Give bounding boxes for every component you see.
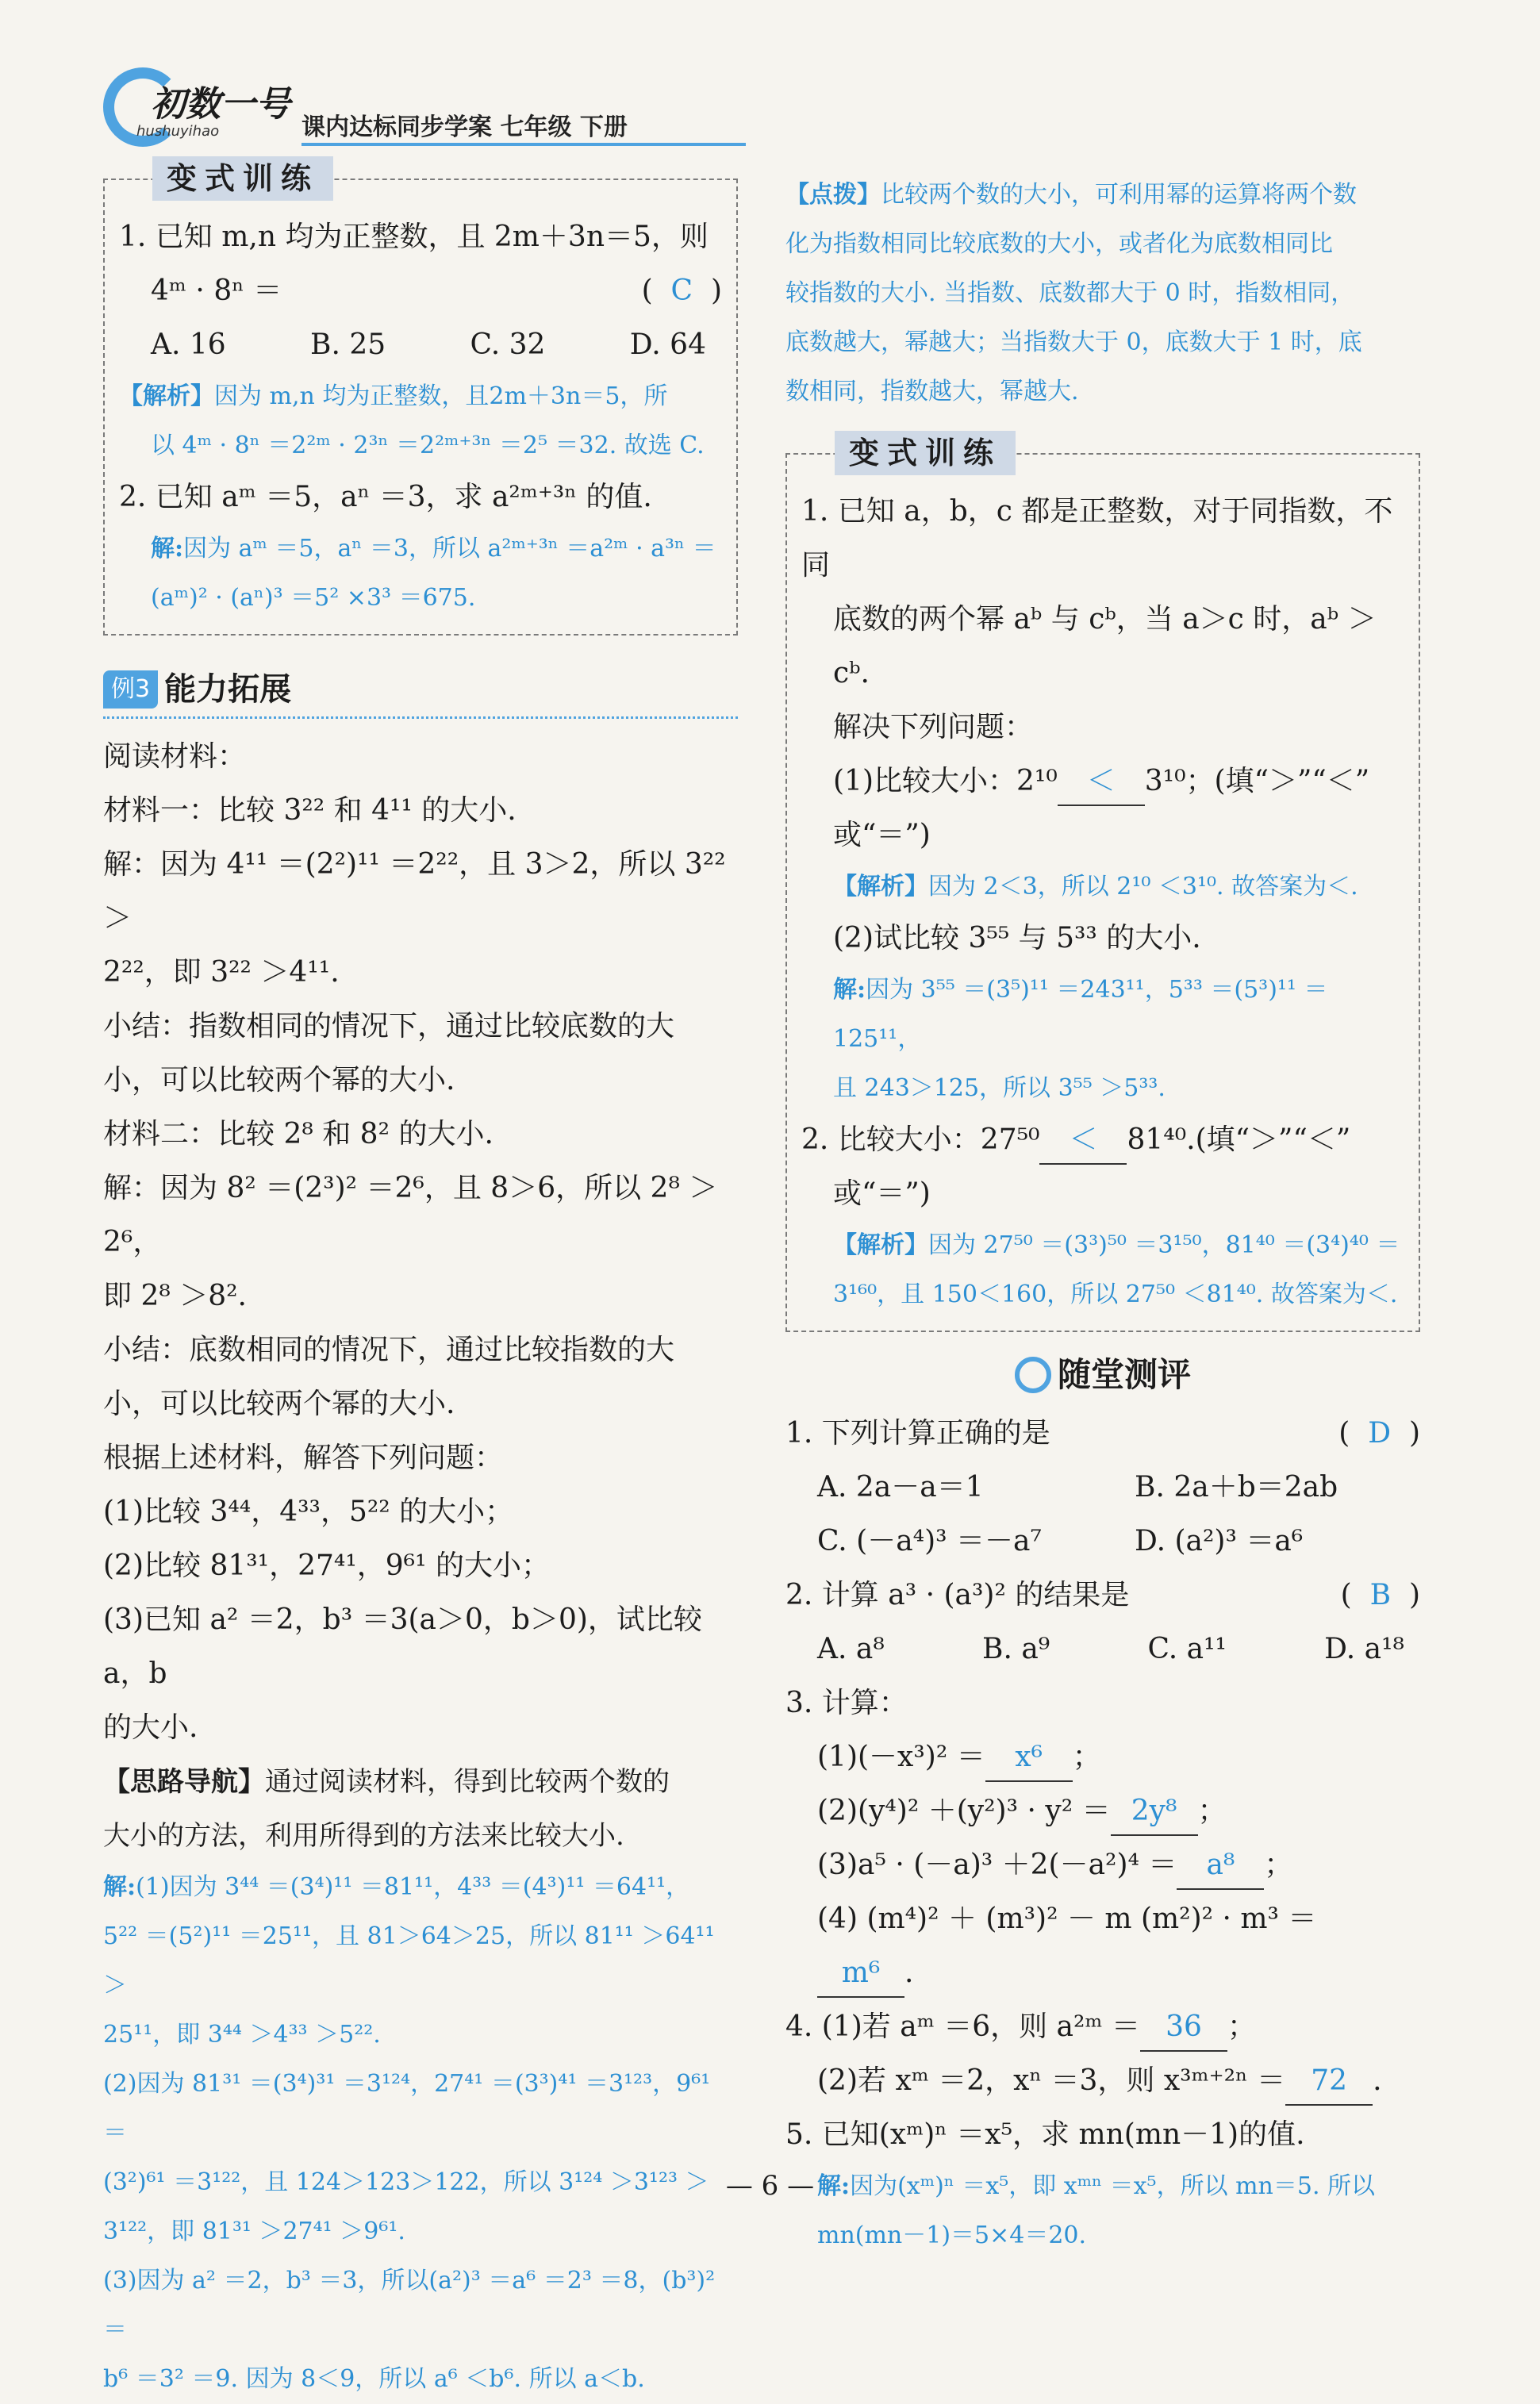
tip-block <box>785 171 1420 417</box>
sol-line: 5²² ＝(5²)¹¹ ＝25¹¹，且 81＞64＞25，所以 81¹¹ ＞64¹¹ ＞ <box>103 1922 715 1999</box>
text-line: 即 2⁸ ＞8². <box>103 1280 248 1312</box>
reading-material <box>103 730 738 1755</box>
page-number: — 6 — <box>725 2170 815 2202</box>
text-line: 解：因为 4¹¹ ＝(2²)¹¹ ＝2²²，且 3＞2，所以 3²² ＞ <box>103 848 726 935</box>
tip-line: 数相同，指数越大，幂越大. <box>785 378 1079 405</box>
q1a-line <box>801 755 1404 808</box>
t2-line <box>785 1569 1420 1623</box>
left-column <box>103 161 738 2404</box>
question-1-expr <box>119 264 722 318</box>
q1-solution-line-2: 以 4ᵐ · 8ⁿ ＝2²ᵐ · 2³ⁿ ＝2²ᵐ⁺³ⁿ ＝2⁵ ＝32. 故选 C. <box>151 432 705 459</box>
option-c: C. (－a⁴)³ ＝－a⁷ <box>817 1525 1042 1557</box>
q2-solution-line-2: (aᵐ)² · (aⁿ)³ ＝5² ×3³ ＝675. <box>151 584 476 612</box>
sol-line <box>103 1863 738 1912</box>
text-line: 根据上述材料，解答下列问题： <box>103 1442 504 1474</box>
tip-line: 底数越大，幂越大；当指数大于 0，底数大于 1 时，底 <box>785 328 1362 356</box>
guide-line-1 <box>103 1755 738 1809</box>
sol-line: (3)因为 a² ＝2，b³ ＝3，所以(a²)³ ＝a⁶ ＝2³ ＝8，(b³)² ＝ <box>103 2267 716 2344</box>
logo-text: 初数一号 <box>151 84 290 125</box>
sol-line: (2)因为 81³¹ ＝(3⁴)³¹ ＝3¹²⁴，27⁴¹ ＝(3³)⁴¹ ＝3¹²³，9⁶¹ ＝ <box>103 2070 711 2147</box>
q1-answer-paren: ( C ) <box>641 275 722 307</box>
text-line: 小结：指数相同的情况下，通过比较底数的大 <box>103 1010 675 1043</box>
text-line: 的大小. <box>103 1711 198 1744</box>
q2-post: 81⁴⁰.(填“＞”“＜” <box>1127 1123 1351 1156</box>
guide-line-2: 大小的方法，利用所得到的方法来比较大小. <box>103 1820 624 1852</box>
variant-training-box-left <box>103 161 738 636</box>
t4-2: (2)若 xᵐ ＝2，xⁿ ＝3，则 x³ᵐ⁺²ⁿ ＝ 72 . <box>785 2054 1420 2108</box>
q1b-solution-2: 且 243＞125，所以 3⁵⁵ ＞5³³. <box>833 1074 1166 1102</box>
t1-options-row-2 <box>785 1515 1420 1569</box>
t3-2-answer: 2y⁸ <box>1111 1788 1198 1836</box>
magnifier-icon <box>1015 1357 1051 1393</box>
t2-answer: B <box>1369 1579 1392 1611</box>
q1-line: 1. 已知 a，b，c 都是正整数，对于同指数，不同 <box>801 495 1393 582</box>
t5-sol-text: 因为(xᵐ)ⁿ ＝x⁵，即 xᵐⁿ ＝x⁵，所以 mn＝5. 所以 <box>850 2172 1376 2200</box>
example-label: 例3 <box>103 670 158 709</box>
text-line: 2²²，即 3²² ＞4¹¹. <box>103 956 340 989</box>
t3-1: (1)(－x³)² ＝ x⁶ ； <box>785 1730 1420 1784</box>
option-a: A. a⁸ <box>817 1633 885 1665</box>
q1b-sol-text: 因为 3⁵⁵ ＝(3⁵)¹¹ ＝243¹¹，5³³ ＝(5³)¹¹ ＝125¹¹， <box>833 976 1328 1053</box>
q1-answer: C <box>670 275 693 307</box>
option-b: B. a⁹ <box>982 1633 1050 1665</box>
q2-pre: 2. 比较大小：27⁵⁰ <box>801 1123 1040 1156</box>
solution-tag: 解: <box>833 976 866 1004</box>
option-d: D. (a²)³ ＝a⁶ <box>1135 1525 1304 1557</box>
option-b: B. 2a＋b＝2ab <box>1135 1471 1338 1503</box>
text-line: (3)已知 a² ＝2，b³ ＝3(a＞0，b＞0)，试比较 a，b <box>103 1603 702 1690</box>
t3-2-text: (2)(y⁴)² ＋(y²)³ · y² ＝ <box>817 1795 1111 1827</box>
t5-solution-2: mn(mn－1)＝5×4＝20. <box>817 2222 1087 2249</box>
t3-4: (4) (m⁴)² ＋ (m³)² － m (m²)² · m³ ＝ <box>817 1903 1317 1935</box>
guide-text-1: 通过阅读材料，得到比较两个数的 <box>265 1766 670 1798</box>
option-c: C. 32 <box>470 328 546 361</box>
example-3-solution <box>103 1863 738 2404</box>
q1-solution-line-1 <box>119 372 722 421</box>
t3-1-text: (1)(－x³)² ＝ <box>817 1741 985 1773</box>
q2-post-2: 或“＝”) <box>833 1177 931 1210</box>
t4-1-text: 4. (1)若 aᵐ ＝6，则 a²ᵐ ＝ <box>785 2010 1140 2043</box>
text-line: 材料一：比较 3²² 和 4¹¹ 的大小. <box>103 794 517 827</box>
q2-line <box>801 1113 1404 1167</box>
option-c: C. a¹¹ <box>1147 1633 1227 1665</box>
q2-sol-text-1: 因为 aᵐ ＝5，aⁿ ＝3，所以 a²ᵐ⁺³ⁿ ＝a²ᵐ · a³ⁿ ＝ <box>183 535 716 563</box>
q2-answer-blank: ＜ <box>1039 1117 1127 1165</box>
example-title: 能力拓展 <box>164 671 292 708</box>
q1b-line: (2)试比较 3⁵⁵ 与 5³³ 的大小. <box>833 922 1201 954</box>
q1-sol-text-1: 因为 m,n 均为正整数，且2m＋3n＝5，所 <box>214 382 668 410</box>
option-d: D. a¹⁸ <box>1324 1633 1404 1665</box>
solution-tag: 【解析】 <box>119 382 214 410</box>
t1-stem: 1. 下列计算正确的是 <box>785 1417 1050 1450</box>
t4-2-answer: 72 <box>1285 2058 1373 2106</box>
text-line: 小，可以比较两个幂的大小. <box>103 1064 455 1096</box>
t3-1-answer: x⁶ <box>985 1734 1073 1782</box>
solution-tag: 解: <box>817 2172 851 2200</box>
guide-tag: 【思路导航】 <box>103 1766 265 1798</box>
example-3-header <box>103 662 738 719</box>
q2-sol-text: 因为 27⁵⁰ ＝(3³)⁵⁰ ＝3¹⁵⁰，81⁴⁰ ＝(3⁴)⁴⁰ ＝ <box>928 1231 1400 1259</box>
header <box>103 67 659 155</box>
t4-1: 4. (1)若 aᵐ ＝6，则 a²ᵐ ＝ 36 ； <box>785 2000 1420 2054</box>
q1-line: 底数的两个幂 aᵇ 与 cᵇ，当 a＞c 时，aᵇ ＞cᵇ. <box>833 603 1377 689</box>
header-subtitle: 课内达标同步学案 七年级 下册 <box>301 113 628 141</box>
q1a-post-2: 或“＝”) <box>833 819 931 851</box>
t3-2: (2)(y⁴)² ＋(y²)³ · y² ＝ 2y⁸ ； <box>785 1784 1420 1838</box>
tip-text: 比较两个数的大小，可利用幂的运算将两个数 <box>881 181 1357 209</box>
t3-stem: 3. 计算： <box>785 1687 908 1719</box>
logo-pinyin: hushuyihao <box>136 123 220 140</box>
sol-line: b⁶ ＝3² ＝9. 因为 8＜9，所以 a⁶ ＜b⁶. 所以 a＜b. <box>103 2365 645 2393</box>
t1-line <box>785 1407 1420 1461</box>
text-line: 解：因为 8² ＝(2³)² ＝2⁶，且 8＞6，所以 2⁸ ＞2⁶， <box>103 1172 718 1258</box>
q1a-sol-text: 因为 2＜3，所以 2¹⁰ ＜3¹⁰. 故答案为＜. <box>928 873 1358 901</box>
q1a-solution <box>801 862 1404 912</box>
text-line: (2)比较 81³¹，27⁴¹，9⁶¹ 的大小； <box>103 1550 550 1582</box>
q1-line: 解决下列问题： <box>833 711 1034 743</box>
solution-tag: 解: <box>103 1873 136 1901</box>
q1a-answer-blank: ＜ <box>1058 758 1145 806</box>
t2-stem: 2. 计算 a³ · (a³)² 的结果是 <box>785 1579 1130 1611</box>
sol-line: (3²)⁶¹ ＝3¹²²，且 124＞123＞122，所以 3¹²⁴ ＞3¹²³ ＞ <box>103 2168 709 2196</box>
solution-tag: 解: <box>151 535 184 563</box>
t1-answer: D <box>1368 1417 1392 1450</box>
quiz-header <box>785 1348 1420 1402</box>
t4-2-text: (2)若 xᵐ ＝2，xⁿ ＝3，则 x³ᵐ⁺²ⁿ ＝ <box>817 2064 1286 2097</box>
quiz-title: 随堂测评 <box>1057 1355 1191 1394</box>
question-2-stem: 2. 已知 aᵐ ＝5，aⁿ ＝3，求 a²ᵐ⁺³ⁿ 的值. <box>119 481 652 513</box>
t3-4-answer-line: m⁶ . <box>785 1946 1420 2000</box>
text-line: 阅读材料： <box>103 740 247 773</box>
q2-solution-2: 3¹⁶⁰，且 150＜160，所以 27⁵⁰ ＜81⁴⁰. 故答案为＜. <box>833 1281 1398 1308</box>
box-title: 变式训练 <box>152 156 333 201</box>
t2-options <box>785 1623 1420 1676</box>
sol-line: 3¹²²，即 81³¹ ＞27⁴¹ ＞9⁶¹. <box>103 2218 405 2245</box>
text-line: 小结：底数相同的情况下，通过比较指数的大 <box>103 1334 675 1366</box>
t3-3: (3)a⁵ · (－a)³ ＋2(－a²)⁴ ＝ a⁸ ； <box>785 1838 1420 1892</box>
variant-training-box-right <box>785 436 1420 1332</box>
q1a-pre: (1)比较大小：2¹⁰ <box>833 765 1058 797</box>
t5-stem: 5. 已知(xᵐ)ⁿ ＝x⁵，求 mn(mn－1)的值. <box>785 2118 1305 2151</box>
t3-4-answer: m⁶ <box>817 1950 904 1998</box>
t3-3-text: (3)a⁵ · (－a)³ ＋2(－a²)⁴ ＝ <box>817 1849 1177 1881</box>
t1-paren: ( D ) <box>1338 1417 1420 1450</box>
q1b-solution-1 <box>801 966 1404 1064</box>
option-d: D. 64 <box>629 328 706 361</box>
q1-options <box>119 318 722 372</box>
solution-tag: 【解析】 <box>833 873 928 901</box>
t1-options-row-1 <box>785 1461 1420 1515</box>
text-line: (1)比较 3⁴⁴，4³³，5²² 的大小； <box>103 1496 514 1528</box>
sol-line: 25¹¹，即 3⁴⁴ ＞4³³ ＞5²². <box>103 2021 381 2049</box>
option-b: B. 25 <box>310 328 386 361</box>
q2-solution-line-1 <box>119 524 722 574</box>
t3-3-answer: a⁸ <box>1177 1842 1264 1890</box>
box-title: 变式训练 <box>835 431 1016 475</box>
tip-line <box>785 171 1420 220</box>
text-line: 材料二：比较 2⁸ 和 8² 的大小. <box>103 1118 493 1150</box>
sol-text: (1)因为 3⁴⁴ ＝(3⁴)¹¹ ＝81¹¹，4³³ ＝(4³)¹¹ ＝64¹¹， <box>136 1873 690 1901</box>
option-a: A. 2a－a＝1 <box>817 1471 984 1503</box>
solution-tag: 【解析】 <box>833 1231 928 1259</box>
question-1-stem: 1. 已知 m,n 均为正整数，且 2m＋3n＝5，则 <box>119 221 709 253</box>
option-a: A. 16 <box>151 328 226 361</box>
header-divider <box>301 143 746 146</box>
q1-expression: 4ᵐ · 8ⁿ ＝ <box>151 275 282 307</box>
t2-paren: ( B ) <box>1340 1579 1420 1611</box>
tip-tag: 【点拨】 <box>785 181 881 209</box>
tip-line: 化为指数相同比较底数的大小，或者化为底数相同比 <box>785 230 1333 258</box>
text-line: 小，可以比较两个幂的大小. <box>103 1388 455 1420</box>
q2-solution-1 <box>801 1221 1404 1270</box>
t4-1-answer: 36 <box>1140 2004 1227 2052</box>
q1a-post: 3¹⁰；(填“＞”“＜” <box>1144 765 1370 797</box>
tip-line: 较指数的大小. 当指数、底数都大于 0 时，指数相同， <box>785 279 1355 307</box>
right-column <box>785 171 1420 2260</box>
